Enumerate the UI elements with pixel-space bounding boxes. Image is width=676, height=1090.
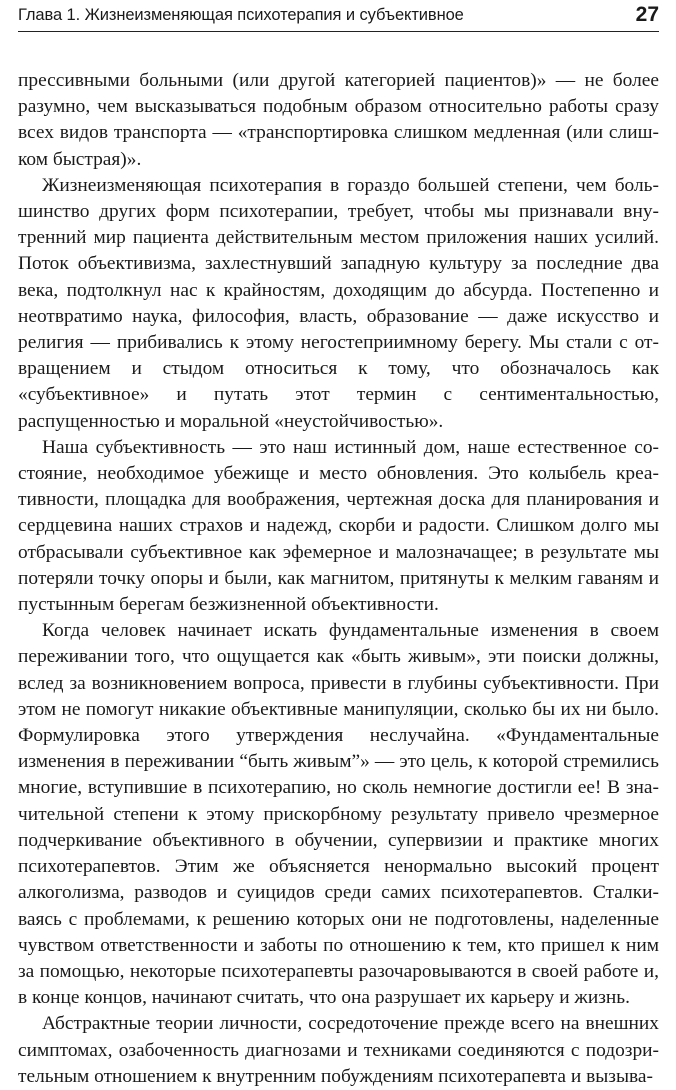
paragraph: Абстрактные теории личности, сосредоточение прежде всего на внешних симптомах, озабоченность диагнозами и техниками соединяются с подозрительным отношением к внутренним побуждениям психотерапевта и вызыва- <box>18 1013 659 1087</box>
paragraph: Наша субъективность — это наш истинный дом, наше естественное состояние, необходимое убежище и место обновления. Это колыбель креативности, площадка для воображения, чертежная доска для планирования и сердцевина наших страхов и надежд, скорби и радости. Слишком долго мы отбрасывали субъективное как эфемерное и малозначащее; в результате мы потеряли точку опоры и были, как магнитом, притянуты к мелким гаваням и пустынным берегам безжизненной объективности. <box>18 436 659 616</box>
page-number: 27 <box>635 3 659 26</box>
running-title: Глава 1. Жизнеизменяющая психотерапия и субъективное <box>18 6 464 24</box>
paragraph: Жизнеизменяющая психотерапия в гораздо большей степени, чем большинство других форм психотерапии, требует, чтобы мы признавали внутренний мир пациента действительным местом приложения наших усилий. Поток объективизма, захлестнувший западную культуру за последние два века, подтолкнул нас к крайностям, доходящим до абсурда. Постепенно и неотвратимо наука, философия, власть, образование — даже искусство и религия — прибивались к этому негостеприимному берегу. Мы стали с отвращением и стыдом относиться к тому, что обозначалось как «субъективное» и путать этот термин с сентиментальностью, распущенностью и моральной «неустойчивостью». <box>18 174 659 432</box>
running-head <box>18 0 659 32</box>
paragraph: Когда человек начинает искать фундаментальные изменения в своем переживании того, что ощущается как «быть живым», эти поиски должны, вслед за возникновением вопроса, привести в глубины субъективности. При этом не помогут никакие объективные манипуляции, сколько бы их ни было. Формулировка этого утверждения неслучайна. «Фундаментальные изменения в переживании “быть живым”» — это цель, к которой стремились многие, вступившие в психотерапию, но сколь немногие достигли ее! В значительной степени к этому прискорбному результату привело чрезмерное подчеркивание объективного в обучении, супервизии и практике многих психотерапевтов. Этим же объясняется ненормально высокий процент алкоголизма, разводов и суицидов среди самих психотерапевтов. Сталкиваясь с проблемами, к решению которых они не подготовлены, наделенные чувством ответственности и заботы по отношению к тем, кто пришел к ним за помощью, некоторые психотерапевты разочаровываются в своей работе и, в конце концов, начинают считать, что она разрушает их карьеру и жизнь. <box>18 620 659 1009</box>
body-text <box>18 68 659 1090</box>
paragraph-continuation: прессивными больными (или другой категорией пациентов)» — не более разумно, чем высказываться подобным образом относительно работы сразу всех видов транспорта — «транспортировка слишком медленная (или слишком быстрая)». <box>18 70 659 170</box>
